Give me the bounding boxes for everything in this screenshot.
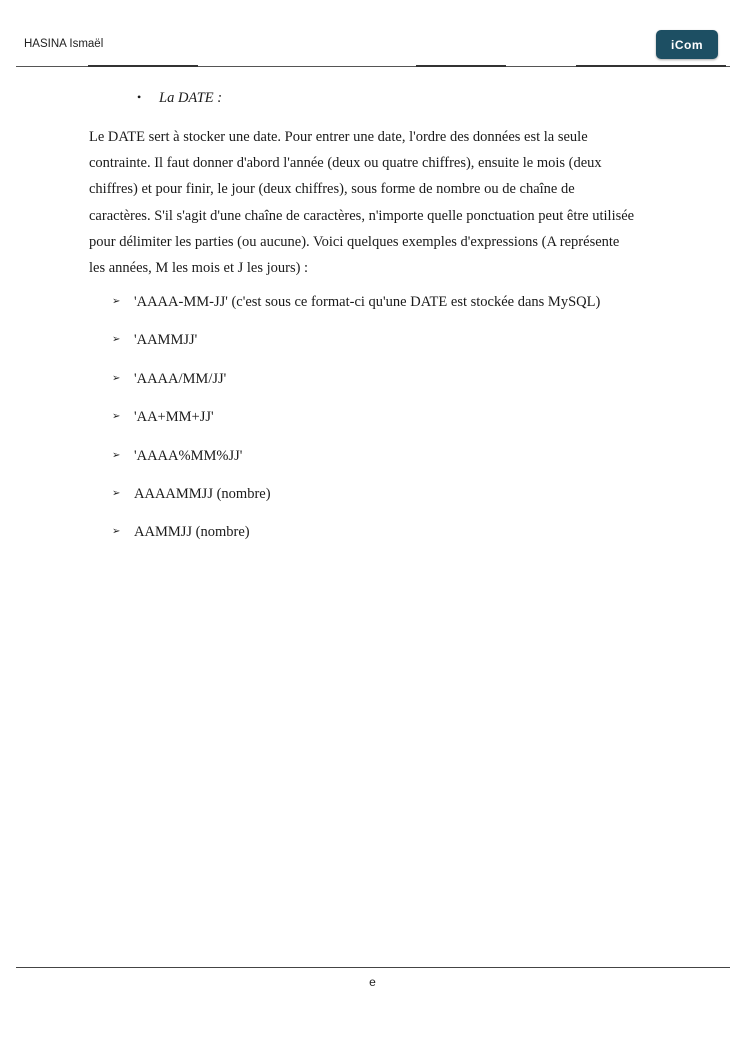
list-item <box>112 289 600 327</box>
list-item <box>112 404 600 442</box>
page-number: e <box>369 975 376 989</box>
list-item <box>112 443 600 481</box>
list-item-text: 'AA+MM+JJ' <box>134 409 214 426</box>
list-item-text: 'AAAA/MM/JJ' <box>134 370 227 387</box>
arrow-bullet-icon: ➢ <box>112 526 121 538</box>
section-heading <box>137 90 222 107</box>
bullet-icon: • <box>137 90 142 104</box>
paragraph-line: chiffres) et pour finir, le jour (deux chiffres), sous forme de nombre ou de chaîne de <box>89 181 575 198</box>
arrow-bullet-icon: ➢ <box>112 487 121 499</box>
list-item-text: AAAAMMJJ (nombre) <box>134 485 271 502</box>
list-item-text: 'AAMMJJ' <box>134 332 198 349</box>
header-divider <box>16 66 730 67</box>
header-author: HASINA Ismaël <box>24 38 104 50</box>
list-item <box>112 366 600 404</box>
list-item-text: AAMMJJ (nombre) <box>134 524 250 541</box>
list-item <box>112 519 600 557</box>
arrow-bullet-icon: ➢ <box>112 372 121 384</box>
body-paragraph <box>89 124 664 281</box>
footer-divider <box>16 967 730 968</box>
paragraph-line: Le DATE sert à stocker une date. Pour entrer une date, l'ordre des données est la seule <box>89 129 588 145</box>
paragraph-line: les années, M les mois et J les jours) : <box>89 260 309 277</box>
arrow-bullet-icon: ➢ <box>112 411 121 423</box>
list-item <box>112 481 600 519</box>
paragraph-line: pour délimiter les parties (ou aucune). Voici quelques exemples d'expressions (A représente <box>89 233 620 250</box>
section-title: La DATE : <box>159 90 223 106</box>
list-item-text: 'AAAA%MM%JJ' <box>134 447 243 464</box>
paragraph-line: contrainte. Il faut donner d'abord l'année (deux ou quatre chiffres), ensuite le mois (deux <box>89 155 602 172</box>
list-item-text: 'AAAA-MM-JJ' (c'est sous ce format-ci qu'une DATE est stockée dans MySQL) <box>134 294 601 310</box>
paragraph-line: caractères. S'il s'agit d'une chaîne de caractères, n'importe quelle ponctuation peut être utilisée <box>89 207 635 224</box>
arrow-bullet-icon: ➢ <box>112 449 121 461</box>
examples-list <box>112 289 600 558</box>
company-logo: iCom <box>656 30 718 59</box>
arrow-bullet-icon: ➢ <box>112 334 121 346</box>
list-item <box>112 327 600 365</box>
arrow-bullet-icon: ➢ <box>112 296 121 307</box>
